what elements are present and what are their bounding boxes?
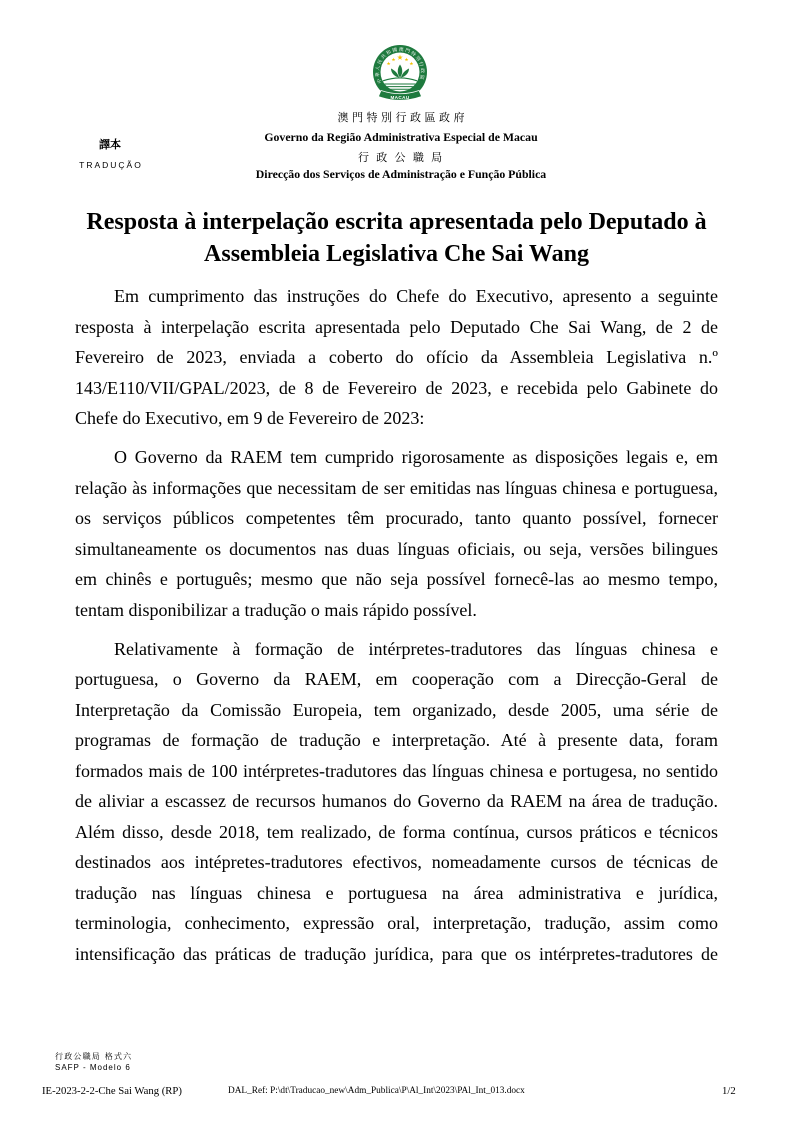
government-name-portuguese: Governo da Região Administrativa Especial de Macau [264, 130, 538, 144]
emblem-ring-text-path: 中華人民共和國澳門特別行政區 [375, 47, 425, 84]
document-id: IE-2023-2-2-Che Sai Wang (RP) [42, 1084, 182, 1097]
body-line: Chefe do Executivo, em 9 de Fevereiro de 2023: [75, 408, 425, 428]
form-label-chinese: 行政公職局 格式六 [55, 1052, 133, 1061]
body-line: tradução nas línguas chinesa e portuguesa na área administrativa e jurídica, [75, 882, 718, 903]
title-line: Resposta à interpelação escrita apresentada pelo Deputado à [86, 209, 707, 235]
body-line: formados mais de 100 intérpretes-tradutores das línguas chinesa e portugesa, no sentido [75, 760, 718, 781]
body-line: relação às informações que necessitam de ser emitidas nas línguas chinesa e portuguesa, [75, 477, 718, 498]
body-line: simultaneamente os documentos nas duas línguas oficiais, ou seja, versões bilingues [75, 538, 718, 559]
body-line: resposta à interpelação escrita apresentada pelo Deputado Che Sai Wang, de 2 de [75, 316, 718, 337]
body-line: terminologia, conhecimento, expressão oral, interpretação, tradução, assim como [75, 913, 718, 933]
translation-mark-portuguese: TRADUÇÃO [79, 160, 143, 170]
form-label-portuguese: SAFP - Modelo 6 [55, 1063, 131, 1072]
title-line: Assembleia Legislativa Che Sai Wang [204, 241, 589, 267]
file-reference: DAL_Ref: P:\dt\Traducao_new\Adm_Publica\P\Al_Int\2023\PAl_Int_013.docx [228, 1086, 525, 1096]
translation-mark-chinese: 譯本 [99, 138, 121, 151]
paragraph [75, 442, 718, 625]
department-name-portuguese: Direcção dos Serviços de Administração e Função Pública [255, 167, 547, 181]
body-line: os serviços públicos competentes têm procurado, tanto quanto possível, fornecer [75, 508, 718, 528]
body-line: em chinês e português; mesmo que não seja possível fornecê-las ao mesmo tempo, [75, 569, 718, 589]
macau-emblem [370, 43, 430, 105]
department-name-chinese: 行 政 公 職 局 [357, 151, 445, 164]
body-line: portuguesa, o Governo da RAEM, em cooperação com a Direcção-Geral de [75, 669, 718, 689]
body-line: O Governo da RAEM tem cumprido rigorosamente as disposições legais e, em [114, 447, 718, 467]
body-line: programas de formação de tradução e interpretação. Até à presente data, foram [75, 730, 718, 750]
body-line: Interpretação da Comissão Europeia, tem organizado, desde 2005, uma série de [75, 699, 718, 720]
body-line: Relativamente à formação de intérpretes-tradutores das línguas chinesa e [114, 638, 718, 659]
body-line: 143/E110/VII/GPAL/2023, de 8 de Fevereiro de 2023, e recebida pelo Gabinete do [75, 377, 718, 398]
emblem-banner-text: MACAU [390, 94, 410, 100]
body-line: tentam disponibilizar a tradução o mais rápido possível. [75, 599, 477, 620]
government-name-chinese: 澳 門 特 別 行 政 區 政 府 [337, 111, 465, 124]
body-line: intensificação das práticas de tradução jurídica, para que os intérpretes-tradutores de [75, 943, 718, 964]
paragraph [75, 281, 718, 434]
body-line: de aliviar a escassez de recursos humanos do Governo da RAEM na área de tradução. [75, 791, 718, 811]
body-line: Fevereiro de 2023, enviada a coberto do ofício da Assembleia Legislativa n.º [75, 347, 718, 367]
body-line: Além disso, desde 2018, tem realizado, de forma contínua, cursos práticos e técnicos [75, 821, 718, 842]
body-line: destinados aos intépretes-tradutores efectivos, nomeadamente cursos de técnicas de [75, 852, 718, 872]
page-number: 1/2 [722, 1084, 736, 1097]
document-body [75, 281, 718, 978]
paragraph [75, 634, 718, 970]
body-line: Em cumprimento das instruções do Chefe do Executivo, apresento a seguinte [114, 286, 718, 306]
document-title [75, 206, 718, 270]
